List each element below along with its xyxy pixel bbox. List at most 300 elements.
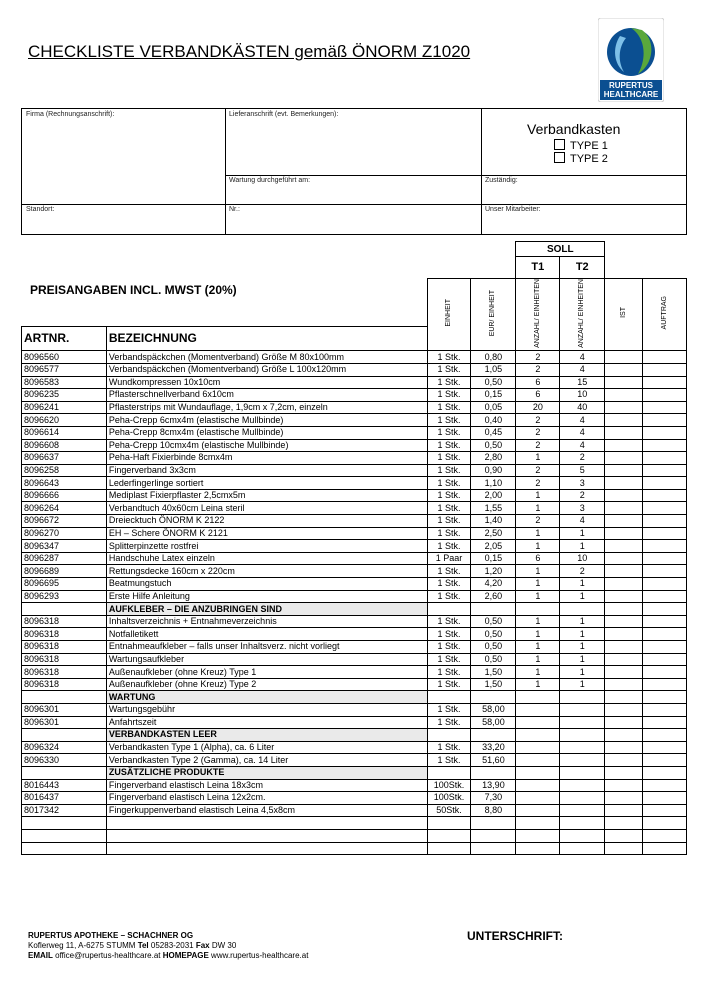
einheit-cell: 1 Stk. bbox=[427, 502, 471, 515]
empty-cell bbox=[427, 691, 471, 704]
einheit-cell: 1 Stk. bbox=[427, 515, 471, 528]
soll-header: SOLL bbox=[516, 242, 605, 257]
auftrag-cell[interactable] bbox=[643, 464, 687, 477]
ist-cell[interactable] bbox=[605, 351, 643, 364]
einheit-cell: 50Stk. bbox=[427, 804, 471, 817]
section-row bbox=[22, 766, 687, 779]
empty-cell bbox=[516, 829, 560, 842]
bezeichnung-header: BEZEICHNUNG bbox=[106, 327, 427, 351]
preis-cell: 0,50 bbox=[471, 653, 516, 666]
t1-cell: 2 bbox=[516, 439, 560, 452]
ist-cell[interactable] bbox=[605, 678, 643, 691]
bezeichnung-cell: Erste Hilfe Anleitung bbox=[106, 590, 427, 603]
table-row bbox=[22, 489, 687, 502]
t1-cell: 1 bbox=[516, 590, 560, 603]
preis-cell: 0,50 bbox=[471, 439, 516, 452]
table-row bbox=[22, 716, 687, 729]
article-rows bbox=[22, 351, 687, 855]
artnr-cell: 8096330 bbox=[22, 754, 107, 767]
bezeichnung-cell: Beatmungstuch bbox=[106, 578, 427, 591]
t2-cell: 1 bbox=[560, 641, 605, 654]
table-row bbox=[22, 578, 687, 591]
empty-row[interactable] bbox=[22, 842, 687, 855]
t2-cell: 1 bbox=[560, 578, 605, 591]
empty-cell bbox=[605, 729, 643, 742]
auftrag-cell[interactable] bbox=[643, 452, 687, 465]
section-row bbox=[22, 729, 687, 742]
t1-cell bbox=[516, 754, 560, 767]
ist-cell[interactable] bbox=[605, 527, 643, 540]
preis-cell: 2,50 bbox=[471, 527, 516, 540]
table-row bbox=[22, 804, 687, 817]
preis-cell: 4,20 bbox=[471, 578, 516, 591]
preis-cell: 1,20 bbox=[471, 565, 516, 578]
artnr-cell: 8096324 bbox=[22, 741, 107, 754]
einheit-cell: 1 Stk. bbox=[427, 477, 471, 490]
empty-cell bbox=[516, 729, 560, 742]
empty-cell bbox=[560, 603, 605, 616]
table-row bbox=[22, 464, 687, 477]
empty-cell bbox=[560, 817, 605, 830]
t1-cell: 2 bbox=[516, 351, 560, 364]
preis-cell: 0,40 bbox=[471, 414, 516, 427]
table-row bbox=[22, 376, 687, 389]
artnr-cell: 8096620 bbox=[22, 414, 107, 427]
ist-cell[interactable] bbox=[605, 666, 643, 679]
t2-cell: 1 bbox=[560, 540, 605, 553]
artnr-cell: 8096241 bbox=[22, 401, 107, 414]
einheit-cell: 100Stk. bbox=[427, 792, 471, 805]
checkbox-box-icon bbox=[554, 139, 565, 150]
footer-web-line bbox=[28, 951, 308, 961]
type1-checkbox[interactable] bbox=[554, 139, 608, 152]
table-row bbox=[22, 389, 687, 402]
empty-cell bbox=[106, 842, 427, 855]
auftrag-cell[interactable] bbox=[643, 792, 687, 805]
einheit-cell: 1 Stk. bbox=[427, 401, 471, 414]
wartung-datum-label: Wartung durchgeführt am: bbox=[229, 177, 311, 184]
bezeichnung-cell: Entnahmeaufkleber – falls unser Inhaltsverz. nicht vorliegt bbox=[106, 641, 427, 654]
preis-cell: 1,40 bbox=[471, 515, 516, 528]
empty-cell bbox=[643, 842, 687, 855]
anzahl-t2-header: ANZAHL/ EINHEITEN bbox=[578, 278, 586, 348]
t1-cell: 1 bbox=[516, 489, 560, 502]
t2-cell: 1 bbox=[560, 678, 605, 691]
ist-header: IST bbox=[619, 307, 627, 319]
auftrag-cell[interactable] bbox=[643, 779, 687, 792]
preis-cell: 2,60 bbox=[471, 590, 516, 603]
empty-cell bbox=[605, 603, 643, 616]
table-row bbox=[22, 351, 687, 364]
t2-header: T2 bbox=[560, 257, 605, 279]
t2-cell: 1 bbox=[560, 628, 605, 641]
empty-cell bbox=[427, 829, 471, 842]
footer bbox=[28, 931, 308, 961]
t2-cell: 1 bbox=[560, 615, 605, 628]
empty-cell bbox=[560, 842, 605, 855]
t1-cell: 2 bbox=[516, 426, 560, 439]
ist-cell[interactable] bbox=[605, 653, 643, 666]
t2-cell: 4 bbox=[560, 351, 605, 364]
empty-cell bbox=[516, 766, 560, 779]
t1-cell: 20 bbox=[516, 401, 560, 414]
t1-cell: 1 bbox=[516, 452, 560, 465]
bezeichnung-cell: Fingerverband 3x3cm bbox=[106, 464, 427, 477]
bezeichnung-cell: Außenaufkleber (ohne Kreuz) Type 1 bbox=[106, 666, 427, 679]
einheit-cell: 1 Stk. bbox=[427, 578, 471, 591]
auftrag-cell[interactable] bbox=[643, 615, 687, 628]
empty-cell bbox=[643, 766, 687, 779]
auftrag-cell[interactable] bbox=[643, 426, 687, 439]
bezeichnung-cell: Pflasterstrips mit Wundauflage, 1,9cm x 7,2cm, einzeln bbox=[106, 401, 427, 414]
customer-form bbox=[21, 108, 687, 235]
preis-cell: 51,60 bbox=[471, 754, 516, 767]
einheit-cell: 1 Stk. bbox=[427, 615, 471, 628]
t1-cell bbox=[516, 792, 560, 805]
empty-cell bbox=[605, 766, 643, 779]
t2-cell bbox=[560, 754, 605, 767]
auftrag-cell[interactable] bbox=[643, 590, 687, 603]
preis-cell: 0,15 bbox=[471, 552, 516, 565]
footer-homepage[interactable]: www.rupertus-healthcare.at bbox=[211, 951, 309, 960]
artnr-cell: 8096318 bbox=[22, 666, 107, 679]
artnr-cell: 8096643 bbox=[22, 477, 107, 490]
ist-cell[interactable] bbox=[605, 565, 643, 578]
empty-cell bbox=[643, 603, 687, 616]
einheit-cell: 100Stk. bbox=[427, 779, 471, 792]
section-row bbox=[22, 691, 687, 704]
empty-row[interactable] bbox=[22, 817, 687, 830]
footer-fax-label: Fax bbox=[195, 941, 210, 950]
artnr-cell: 8096318 bbox=[22, 678, 107, 691]
t1-cell: 1 bbox=[516, 653, 560, 666]
nr-label: Nr.: bbox=[229, 206, 240, 213]
table-row bbox=[22, 414, 687, 427]
table-row bbox=[22, 452, 687, 465]
auftrag-cell[interactable] bbox=[643, 502, 687, 515]
table-row bbox=[22, 502, 687, 515]
ist-cell[interactable] bbox=[605, 792, 643, 805]
einheit-cell: 1 Stk. bbox=[427, 489, 471, 502]
table-row bbox=[22, 754, 687, 767]
empty-cell bbox=[471, 842, 516, 855]
t2-cell: 15 bbox=[560, 376, 605, 389]
auftrag-cell[interactable] bbox=[643, 552, 687, 565]
ist-cell[interactable] bbox=[605, 703, 643, 716]
artnr-cell bbox=[22, 766, 107, 779]
t2-cell: 1 bbox=[560, 590, 605, 603]
artnr-cell: 8096318 bbox=[22, 615, 107, 628]
artnr-cell: 8096347 bbox=[22, 540, 107, 553]
table-row bbox=[22, 477, 687, 490]
footer-hp-label: HOMEPAGE bbox=[162, 951, 209, 960]
auftrag-cell[interactable] bbox=[643, 666, 687, 679]
auftrag-cell[interactable] bbox=[643, 754, 687, 767]
anzahl-t1-header: ANZAHL/ EINHEITEN bbox=[533, 278, 541, 348]
artnr-cell: 8096577 bbox=[22, 363, 107, 376]
artnr-cell: 8096293 bbox=[22, 590, 107, 603]
artnr-cell: 8096614 bbox=[22, 426, 107, 439]
bezeichnung-cell: Verbandkasten Type 1 (Alpha), ca. 6 Liter bbox=[106, 741, 427, 754]
empty-cell bbox=[643, 817, 687, 830]
ist-cell[interactable] bbox=[605, 363, 643, 376]
ist-cell[interactable] bbox=[605, 716, 643, 729]
auftrag-cell[interactable] bbox=[643, 389, 687, 402]
t1-cell bbox=[516, 716, 560, 729]
firma-label: Firma (Rechnungsanschrift): bbox=[26, 111, 115, 118]
auftrag-cell[interactable] bbox=[643, 527, 687, 540]
bezeichnung-cell: Fingerverband elastisch Leina 12x2cm. bbox=[106, 792, 427, 805]
ist-cell[interactable] bbox=[605, 590, 643, 603]
einheit-cell: 1 Stk. bbox=[427, 426, 471, 439]
footer-tel: 05283-2031 bbox=[150, 941, 194, 950]
t1-cell: 1 bbox=[516, 666, 560, 679]
einheit-cell: 1 Stk. bbox=[427, 414, 471, 427]
empty-cell bbox=[560, 729, 605, 742]
t1-cell bbox=[516, 741, 560, 754]
ist-cell[interactable] bbox=[605, 401, 643, 414]
t1-cell: 6 bbox=[516, 389, 560, 402]
t1-cell: 1 bbox=[516, 578, 560, 591]
article-table-wrapper bbox=[21, 241, 687, 855]
auftrag-cell[interactable] bbox=[643, 515, 687, 528]
einheit-cell: 1 Stk. bbox=[427, 678, 471, 691]
preis-cell: 1,50 bbox=[471, 666, 516, 679]
preis-cell: 0,80 bbox=[471, 351, 516, 364]
ist-cell[interactable] bbox=[605, 464, 643, 477]
artnr-cell bbox=[22, 729, 107, 742]
ist-cell[interactable] bbox=[605, 779, 643, 792]
bezeichnung-cell: EH – Schere ÖNORM K 2121 bbox=[106, 527, 427, 540]
ist-cell[interactable] bbox=[605, 741, 643, 754]
table-row bbox=[22, 678, 687, 691]
t1-header: T1 bbox=[516, 257, 560, 279]
auftrag-cell[interactable] bbox=[643, 703, 687, 716]
empty-cell bbox=[516, 603, 560, 616]
empty-cell bbox=[471, 817, 516, 830]
preis-cell: 2,00 bbox=[471, 489, 516, 502]
ist-cell[interactable] bbox=[605, 502, 643, 515]
t2-cell bbox=[560, 792, 605, 805]
empty-cell bbox=[643, 729, 687, 742]
artnr-cell: 8096301 bbox=[22, 716, 107, 729]
empty-cell bbox=[643, 829, 687, 842]
einheit-cell: 1 Stk. bbox=[427, 439, 471, 452]
auftrag-cell[interactable] bbox=[643, 401, 687, 414]
empty-cell bbox=[471, 603, 516, 616]
preis-cell: 0,50 bbox=[471, 641, 516, 654]
bezeichnung-cell: Handschuhe Latex einzeln bbox=[106, 552, 427, 565]
logo-line1: RUPERTUS bbox=[608, 81, 653, 90]
footer-company: RUPERTUS APOTHEKE – SCHACHNER OG bbox=[28, 931, 194, 940]
ist-cell[interactable] bbox=[605, 414, 643, 427]
t2-cell: 4 bbox=[560, 414, 605, 427]
auftrag-cell[interactable] bbox=[643, 628, 687, 641]
bezeichnung-cell: Fingerkuppenverband elastisch Leina 4,5x8cm bbox=[106, 804, 427, 817]
auftrag-cell[interactable] bbox=[643, 653, 687, 666]
ist-cell[interactable] bbox=[605, 578, 643, 591]
t1-cell: 1 bbox=[516, 527, 560, 540]
verbandkasten-title: Verbandkasten bbox=[527, 121, 621, 137]
auftrag-cell[interactable] bbox=[643, 540, 687, 553]
ist-cell[interactable] bbox=[605, 628, 643, 641]
auftrag-cell[interactable] bbox=[643, 477, 687, 490]
bezeichnung-cell: Verbandspäckchen (Momentverband) Größe L 100x120mm bbox=[106, 363, 427, 376]
artnr-cell: 8096695 bbox=[22, 578, 107, 591]
auftrag-cell[interactable] bbox=[643, 578, 687, 591]
table-row bbox=[22, 653, 687, 666]
ist-cell[interactable] bbox=[605, 515, 643, 528]
empty-cell bbox=[605, 817, 643, 830]
checkbox-box-icon bbox=[554, 152, 565, 163]
empty-cell bbox=[560, 691, 605, 704]
auftrag-cell[interactable] bbox=[643, 641, 687, 654]
t2-cell: 5 bbox=[560, 464, 605, 477]
t1-cell: 2 bbox=[516, 477, 560, 490]
bezeichnung-cell: Anfahrtszeit bbox=[106, 716, 427, 729]
type2-label: TYPE 2 bbox=[570, 153, 608, 165]
t2-cell: 4 bbox=[560, 439, 605, 452]
table-row bbox=[22, 628, 687, 641]
t1-cell: 1 bbox=[516, 540, 560, 553]
auftrag-cell[interactable] bbox=[643, 363, 687, 376]
artnr-cell: 8016443 bbox=[22, 779, 107, 792]
footer-tel-label: Tel bbox=[137, 941, 149, 950]
type1-label: TYPE 1 bbox=[570, 140, 608, 152]
artnr-cell: 8096318 bbox=[22, 653, 107, 666]
type2-checkbox[interactable] bbox=[554, 152, 608, 165]
einheit-cell: 1 Paar bbox=[427, 552, 471, 565]
empty-cell bbox=[22, 829, 107, 842]
t2-cell: 10 bbox=[560, 552, 605, 565]
preis-cell: 1,05 bbox=[471, 363, 516, 376]
eur-header: EUR/ EINHEIT bbox=[489, 289, 497, 337]
artnr-cell: 8096235 bbox=[22, 389, 107, 402]
section-title: VERBANDKASTEN LEER bbox=[106, 729, 427, 742]
t1-cell bbox=[516, 804, 560, 817]
auftrag-cell[interactable] bbox=[643, 414, 687, 427]
footer-address: Koflerweg 11, A-6275 STUMM bbox=[28, 941, 136, 950]
ist-cell[interactable] bbox=[605, 552, 643, 565]
t1-cell: 6 bbox=[516, 376, 560, 389]
empty-cell bbox=[605, 842, 643, 855]
empty-cell bbox=[427, 729, 471, 742]
empty-row[interactable] bbox=[22, 829, 687, 842]
ist-cell[interactable] bbox=[605, 452, 643, 465]
table-row bbox=[22, 439, 687, 452]
artnr-header: ARTNR. bbox=[22, 327, 107, 351]
t2-cell bbox=[560, 779, 605, 792]
preis-cell: 13,90 bbox=[471, 779, 516, 792]
bezeichnung-cell: Wartungsaufkleber bbox=[106, 653, 427, 666]
empty-cell bbox=[427, 842, 471, 855]
auftrag-cell[interactable] bbox=[643, 376, 687, 389]
einheit-cell: 1 Stk. bbox=[427, 527, 471, 540]
auftrag-cell[interactable] bbox=[643, 804, 687, 817]
empty-cell bbox=[22, 817, 107, 830]
preis-cell: 0,45 bbox=[471, 426, 516, 439]
table-row bbox=[22, 552, 687, 565]
preis-cell: 58,00 bbox=[471, 703, 516, 716]
t2-cell: 3 bbox=[560, 477, 605, 490]
artnr-cell: 8096608 bbox=[22, 439, 107, 452]
auftrag-cell[interactable] bbox=[643, 716, 687, 729]
t2-cell: 2 bbox=[560, 565, 605, 578]
artnr-cell: 8096583 bbox=[22, 376, 107, 389]
auftrag-cell[interactable] bbox=[643, 565, 687, 578]
artnr-cell: 8096301 bbox=[22, 703, 107, 716]
bezeichnung-cell: Rettungsdecke 160cm x 220cm bbox=[106, 565, 427, 578]
bezeichnung-cell: Splitterpinzette rostfrei bbox=[106, 540, 427, 553]
ist-cell[interactable] bbox=[605, 477, 643, 490]
ist-cell[interactable] bbox=[605, 426, 643, 439]
ist-cell[interactable] bbox=[605, 754, 643, 767]
empty-cell bbox=[471, 729, 516, 742]
zustaendig-label: Zuständig: bbox=[485, 177, 518, 184]
ist-cell[interactable] bbox=[605, 489, 643, 502]
preis-hinweis: PREISANGABEN INCL. MWST (20%) bbox=[30, 283, 237, 297]
artnr-cell: 8096637 bbox=[22, 452, 107, 465]
auftrag-cell[interactable] bbox=[643, 351, 687, 364]
ist-cell[interactable] bbox=[605, 804, 643, 817]
einheit-cell: 1 Stk. bbox=[427, 540, 471, 553]
ist-cell[interactable] bbox=[605, 641, 643, 654]
ist-cell[interactable] bbox=[605, 389, 643, 402]
bezeichnung-cell: Wundkompressen 10x10cm bbox=[106, 376, 427, 389]
t2-cell: 2 bbox=[560, 489, 605, 502]
footer-email[interactable]: office@rupertus-healthcare.at bbox=[55, 951, 161, 960]
footer-email-label: EMAIL bbox=[28, 951, 53, 960]
artnr-cell: 8096270 bbox=[22, 527, 107, 540]
bezeichnung-cell: Verbandspäckchen (Momentverband) Größe M 80x100mm bbox=[106, 351, 427, 364]
einheit-cell: 1 Stk. bbox=[427, 590, 471, 603]
t1-cell bbox=[516, 779, 560, 792]
table-row bbox=[22, 565, 687, 578]
auftrag-cell[interactable] bbox=[643, 439, 687, 452]
empty-cell bbox=[560, 829, 605, 842]
ist-cell[interactable] bbox=[605, 615, 643, 628]
auftrag-cell[interactable] bbox=[643, 741, 687, 754]
footer-fax: DW 30 bbox=[211, 941, 237, 950]
bezeichnung-cell: Wartungsgebühr bbox=[106, 703, 427, 716]
auftrag-cell[interactable] bbox=[643, 489, 687, 502]
mitarbeiter-label: Unser Mitarbeiter: bbox=[485, 206, 541, 213]
preis-cell: 0,15 bbox=[471, 389, 516, 402]
table-row bbox=[22, 540, 687, 553]
ist-cell[interactable] bbox=[605, 439, 643, 452]
t2-cell bbox=[560, 703, 605, 716]
preis-cell: 0,50 bbox=[471, 376, 516, 389]
ist-cell[interactable] bbox=[605, 540, 643, 553]
empty-cell bbox=[516, 842, 560, 855]
einheit-cell: 1 Stk. bbox=[427, 641, 471, 654]
auftrag-cell[interactable] bbox=[643, 678, 687, 691]
table-row bbox=[22, 779, 687, 792]
t2-cell: 1 bbox=[560, 653, 605, 666]
empty-cell bbox=[427, 603, 471, 616]
t1-cell: 2 bbox=[516, 363, 560, 376]
empty-cell bbox=[471, 829, 516, 842]
table-row bbox=[22, 741, 687, 754]
einheit-cell: 1 Stk. bbox=[427, 666, 471, 679]
t2-cell: 4 bbox=[560, 363, 605, 376]
page-title: CHECKLISTE VERBANDKÄSTEN gemäß ÖNORM Z1020 bbox=[28, 42, 471, 61]
footer-contact-line bbox=[28, 941, 308, 951]
ist-cell[interactable] bbox=[605, 376, 643, 389]
einheit-cell: 1 Stk. bbox=[427, 741, 471, 754]
t2-cell bbox=[560, 716, 605, 729]
empty-cell bbox=[106, 817, 427, 830]
